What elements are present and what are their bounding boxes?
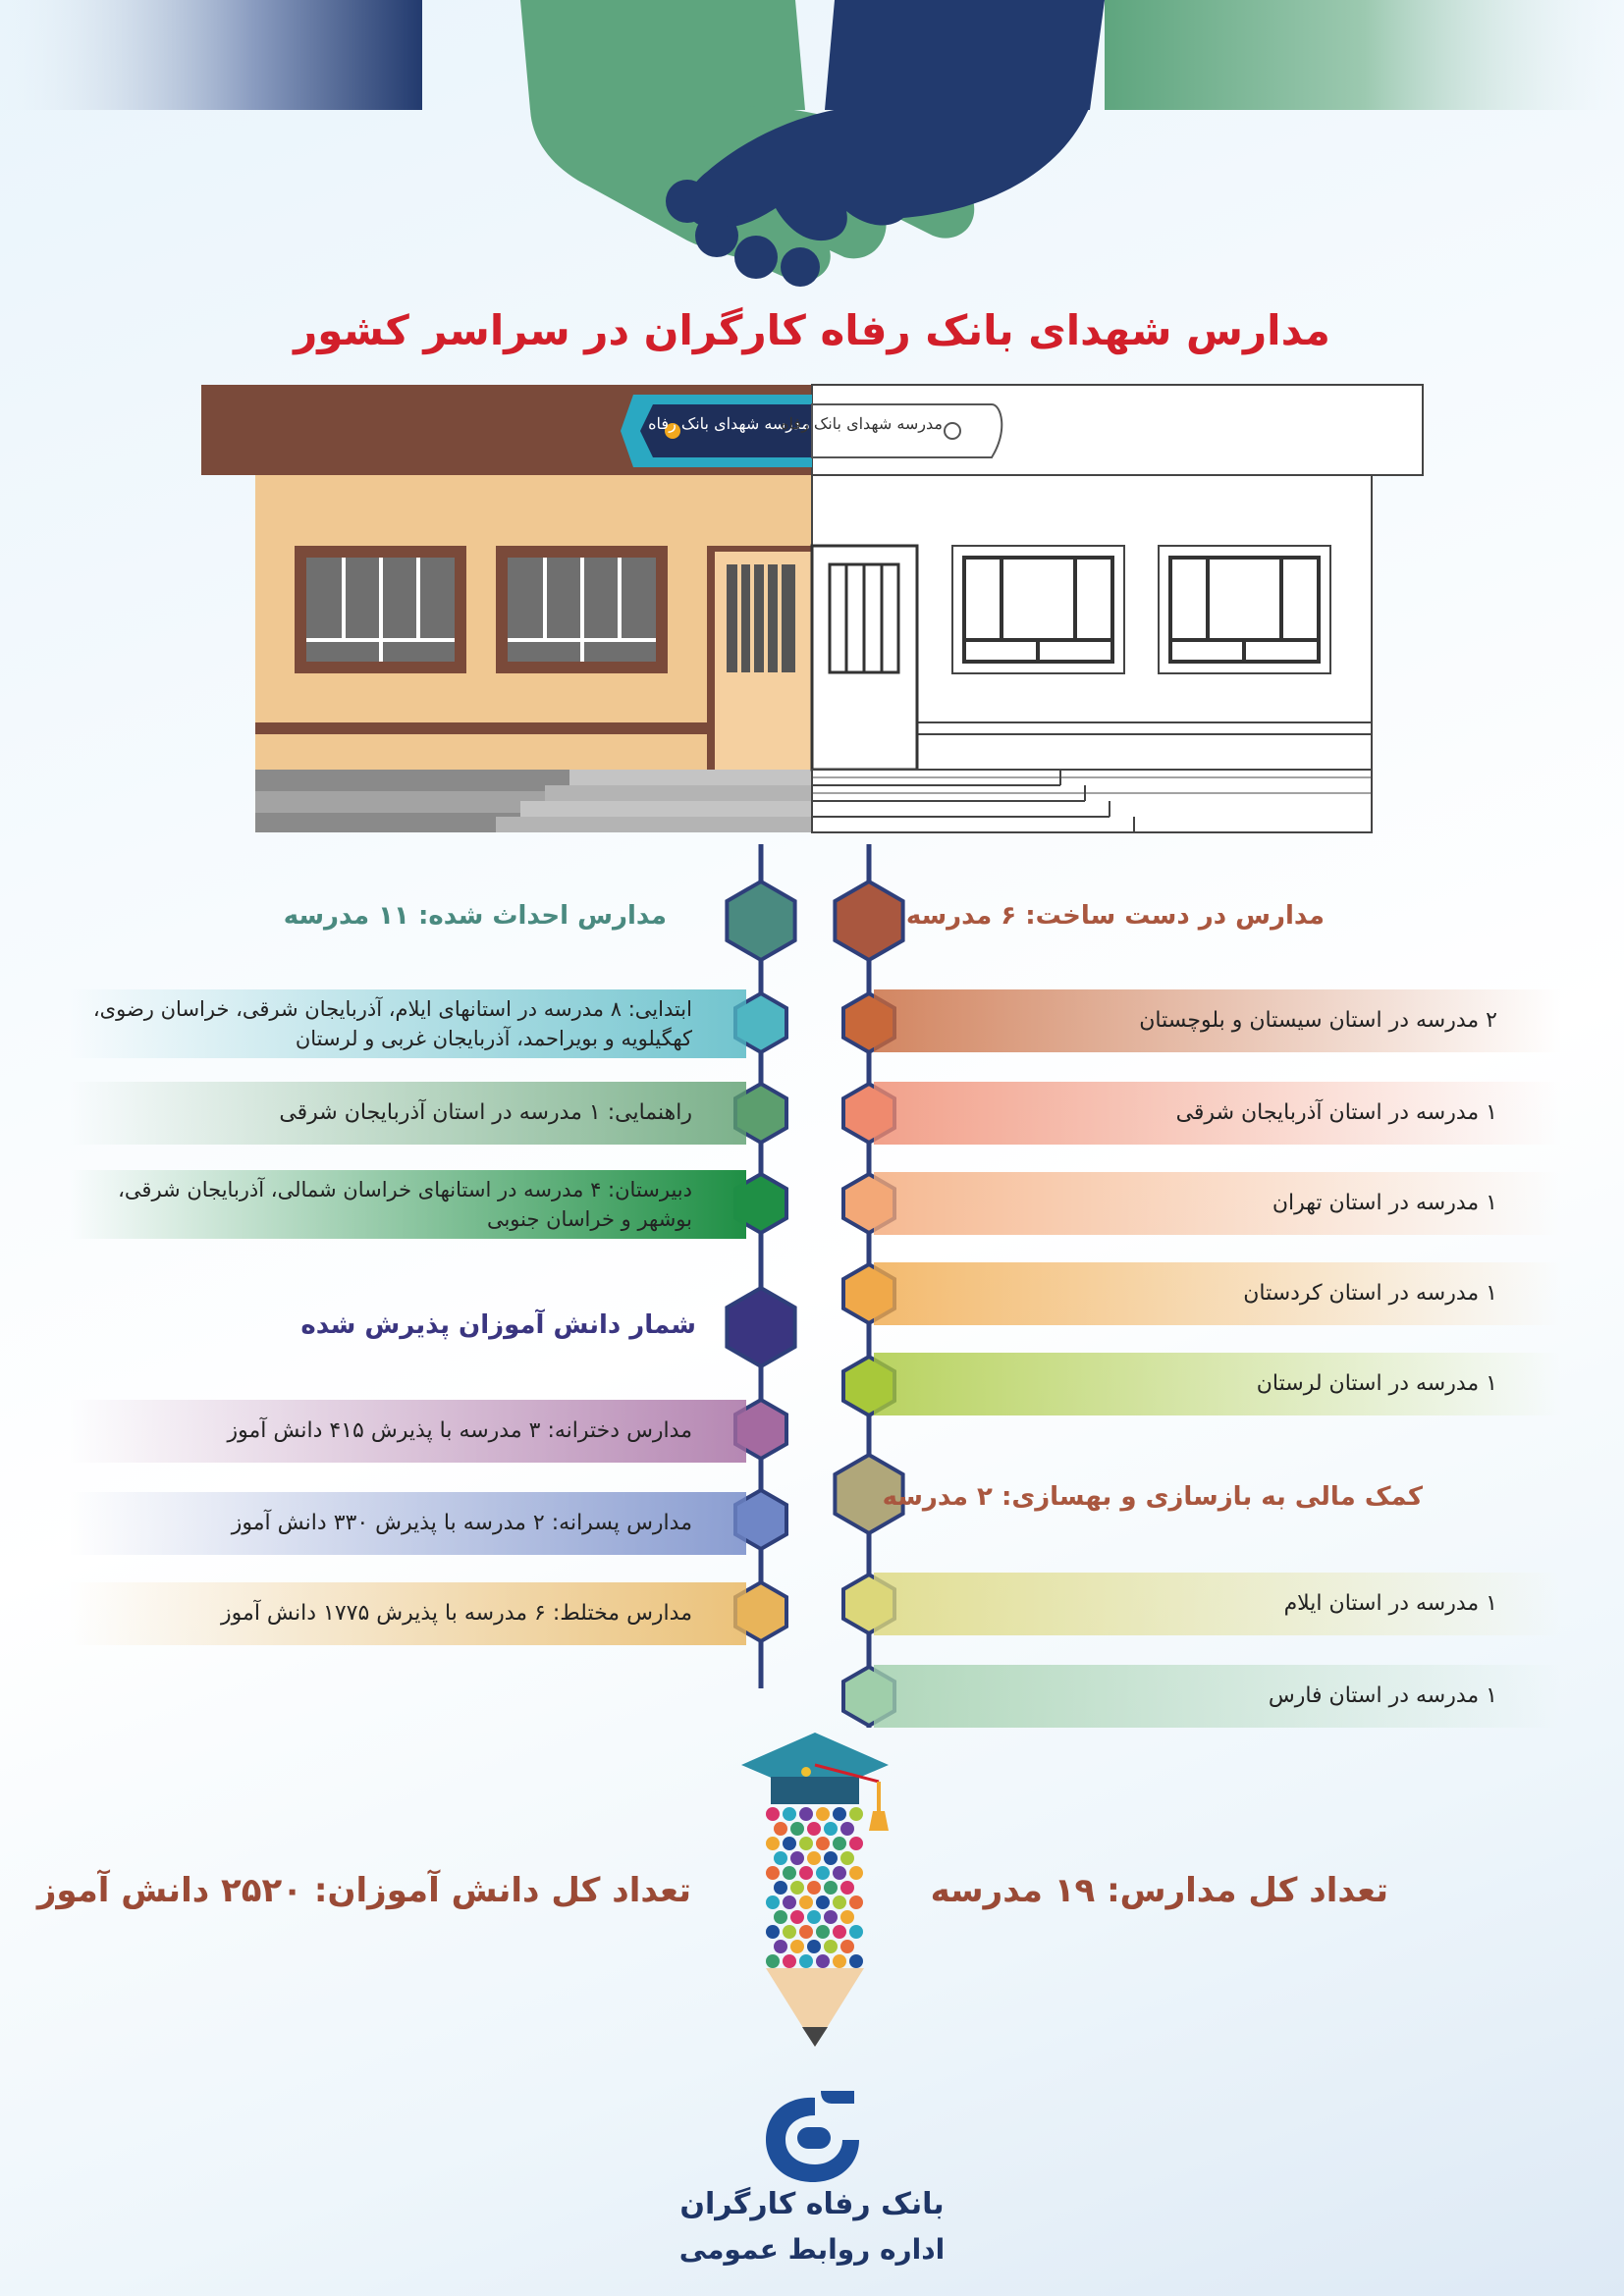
pencil-mosaic-dot	[799, 1837, 813, 1850]
department-name: اداره روابط عمومی	[678, 2233, 946, 2266]
handshake-graphic	[0, 0, 1624, 294]
pencil-mosaic-dot	[766, 1866, 780, 1880]
pencil-mosaic-dot	[807, 1881, 821, 1895]
renovation-head: کمک مالی به بازسازی و بهسازی: ۲ مدرسه	[882, 1482, 1423, 1512]
pencil-mosaic-dot	[783, 1954, 796, 1968]
pencil-mosaic-dot	[849, 1807, 863, 1821]
pencil-mosaic-dot	[840, 1822, 854, 1836]
students-head: شمار دانش آموزان پذیرش شده	[300, 1310, 696, 1340]
right-item-4: ۱ مدرسه در استان کردستان	[874, 1262, 1561, 1325]
left-head-hex	[727, 881, 794, 960]
pencil-mosaic-dot	[849, 1925, 863, 1939]
pencil-mosaic-dot	[833, 1807, 846, 1821]
pencil-mosaic-dot	[799, 1925, 813, 1939]
pencil-mosaic-dot	[783, 1807, 796, 1821]
pencil-mosaic-dot	[783, 1866, 796, 1880]
pencil-mosaic-dot	[790, 1881, 804, 1895]
left-head: مدارس احداث شده: ۱۱ مدرسه	[283, 901, 667, 931]
pencil-mosaic-dot	[766, 1896, 780, 1909]
pencil-mosaic-dot	[799, 1954, 813, 1968]
left-item-4: مدارس دخترانه: ۳ مدرسه با پذیرش ۴۱۵ دانش آموز	[69, 1400, 746, 1463]
students-head-hex	[727, 1288, 794, 1366]
pencil-mosaic-dot	[766, 1837, 780, 1850]
pencil-mosaic-dot	[807, 1851, 821, 1865]
pencil-mosaic-dot	[774, 1851, 787, 1865]
right-item-7: ۱ مدرسه در استان فارس	[874, 1665, 1561, 1728]
pencil-mosaic-dot	[774, 1881, 787, 1895]
pencil-mosaic-dot	[816, 1837, 830, 1850]
pencil-mosaic-dot	[807, 1822, 821, 1836]
left-item-2: راهنمایی: ۱ مدرسه در استان آذربایجان شرقی	[69, 1082, 746, 1145]
pencil-mosaic-dot	[774, 1910, 787, 1924]
pencil-mosaic-dot	[824, 1822, 838, 1836]
sign-text-white: مدرسه شهدای بانک رفاه	[781, 414, 943, 433]
pencil-mosaic-dot	[799, 1866, 813, 1880]
pencil-mosaic-dot	[783, 1896, 796, 1909]
pencil-mosaic-dot	[790, 1851, 804, 1865]
pencil-mosaic-dot	[840, 1940, 854, 1953]
pencil-mosaic-dot	[790, 1940, 804, 1953]
pencil-mosaic-dot	[833, 1925, 846, 1939]
pencil-graduation-graphic	[731, 1728, 898, 2061]
pencil-mosaic-dot	[790, 1910, 804, 1924]
pencil-mosaic-dot	[824, 1881, 838, 1895]
right-item-2: ۱ مدرسه در استان آذربایجان شرقی	[874, 1082, 1561, 1145]
pencil-mosaic-dot	[824, 1851, 838, 1865]
pencil-mosaic-dot	[833, 1837, 846, 1850]
pencil-mosaic-dot	[766, 1807, 780, 1821]
left-item-1: ابتدایی: ۸ مدرسه در استانهای ایلام، آذربایجان شرقی، خراسان رضوی، کهگیلویه و بویراحمد، آذربایجان غربی و لرستان	[69, 989, 746, 1058]
pencil-mosaic-dot	[816, 1866, 830, 1880]
right-head-hex	[835, 881, 902, 960]
pencil-mosaic-dot	[774, 1822, 787, 1836]
total-schools: تعداد کل مدارس: ۱۹ مدرسه	[930, 1871, 1388, 1910]
pencil-mosaic-dot	[840, 1881, 854, 1895]
pencil-mosaic-dot	[840, 1910, 854, 1924]
pencil-mosaic-dot	[849, 1866, 863, 1880]
left-item-6: مدارس مختلط: ۶ مدرسه با پذیرش ۱۷۷۵ دانش آموز	[69, 1582, 746, 1645]
pencil-mosaic-dot	[766, 1925, 780, 1939]
pencil-mosaic-dot	[849, 1954, 863, 1968]
pencil-mosaic-dot	[790, 1822, 804, 1836]
pencil-mosaic-dot	[816, 1925, 830, 1939]
pencil-mosaic-dot	[849, 1896, 863, 1909]
bank-logo-icon	[756, 2086, 869, 2184]
pencil-mosaic-dot	[799, 1807, 813, 1821]
pencil-mosaic-dot	[849, 1837, 863, 1850]
sign-text-blue: مدرسه شهدای بانک رفاه	[648, 414, 810, 433]
school-building-graphic	[196, 383, 1434, 854]
pencil-mosaic-dot	[840, 1851, 854, 1865]
right-item-5: ۱ مدرسه در استان لرستان	[874, 1353, 1561, 1415]
pencil-mosaic-dot	[807, 1940, 821, 1953]
pencil-mosaic-dot	[816, 1896, 830, 1909]
right-item-3: ۱ مدرسه در استان تهران	[874, 1172, 1561, 1235]
right-head: مدارس در دست ساخت: ۶ مدرسه	[905, 901, 1325, 931]
pencil-mosaic-dot	[824, 1910, 838, 1924]
right-item-6: ۱ مدرسه در استان ایلام	[874, 1573, 1561, 1635]
bank-name: بانک رفاه کارگران	[679, 2187, 945, 2221]
pencil-mosaic-dot	[833, 1866, 846, 1880]
left-item-5: مدارس پسرانه: ۲ مدرسه با پذیرش ۳۳۰ دانش آموز	[69, 1492, 746, 1555]
pencil-mosaic-dot	[833, 1896, 846, 1909]
pencil-mosaic-dot	[783, 1837, 796, 1850]
pencil-mosaic-dot	[766, 1954, 780, 1968]
pencil-mosaic-dot	[774, 1940, 787, 1953]
pencil-mosaic-dot	[816, 1954, 830, 1968]
page-title: مدارس شهدای بانک رفاه کارگران در سراسر کشور	[294, 306, 1330, 354]
pencil-mosaic-dot	[807, 1910, 821, 1924]
pencil-mosaic-dot	[833, 1954, 846, 1968]
total-students: تعداد کل دانش آموزان: ۲۵۲۰ دانش آموز	[36, 1871, 691, 1910]
pencil-mosaic-dot	[816, 1807, 830, 1821]
left-item-3: دبیرستان: ۴ مدرسه در استانهای خراسان شمالی، آذربایجان شرقی، بوشهر و خراسان جنوبی	[69, 1170, 746, 1239]
pencil-mosaic-dot	[783, 1925, 796, 1939]
pencil-mosaic-dot	[799, 1896, 813, 1909]
right-item-1: ۲ مدرسه در استان سیستان و بلوچستان	[874, 989, 1561, 1052]
pencil-mosaic-dot	[824, 1940, 838, 1953]
